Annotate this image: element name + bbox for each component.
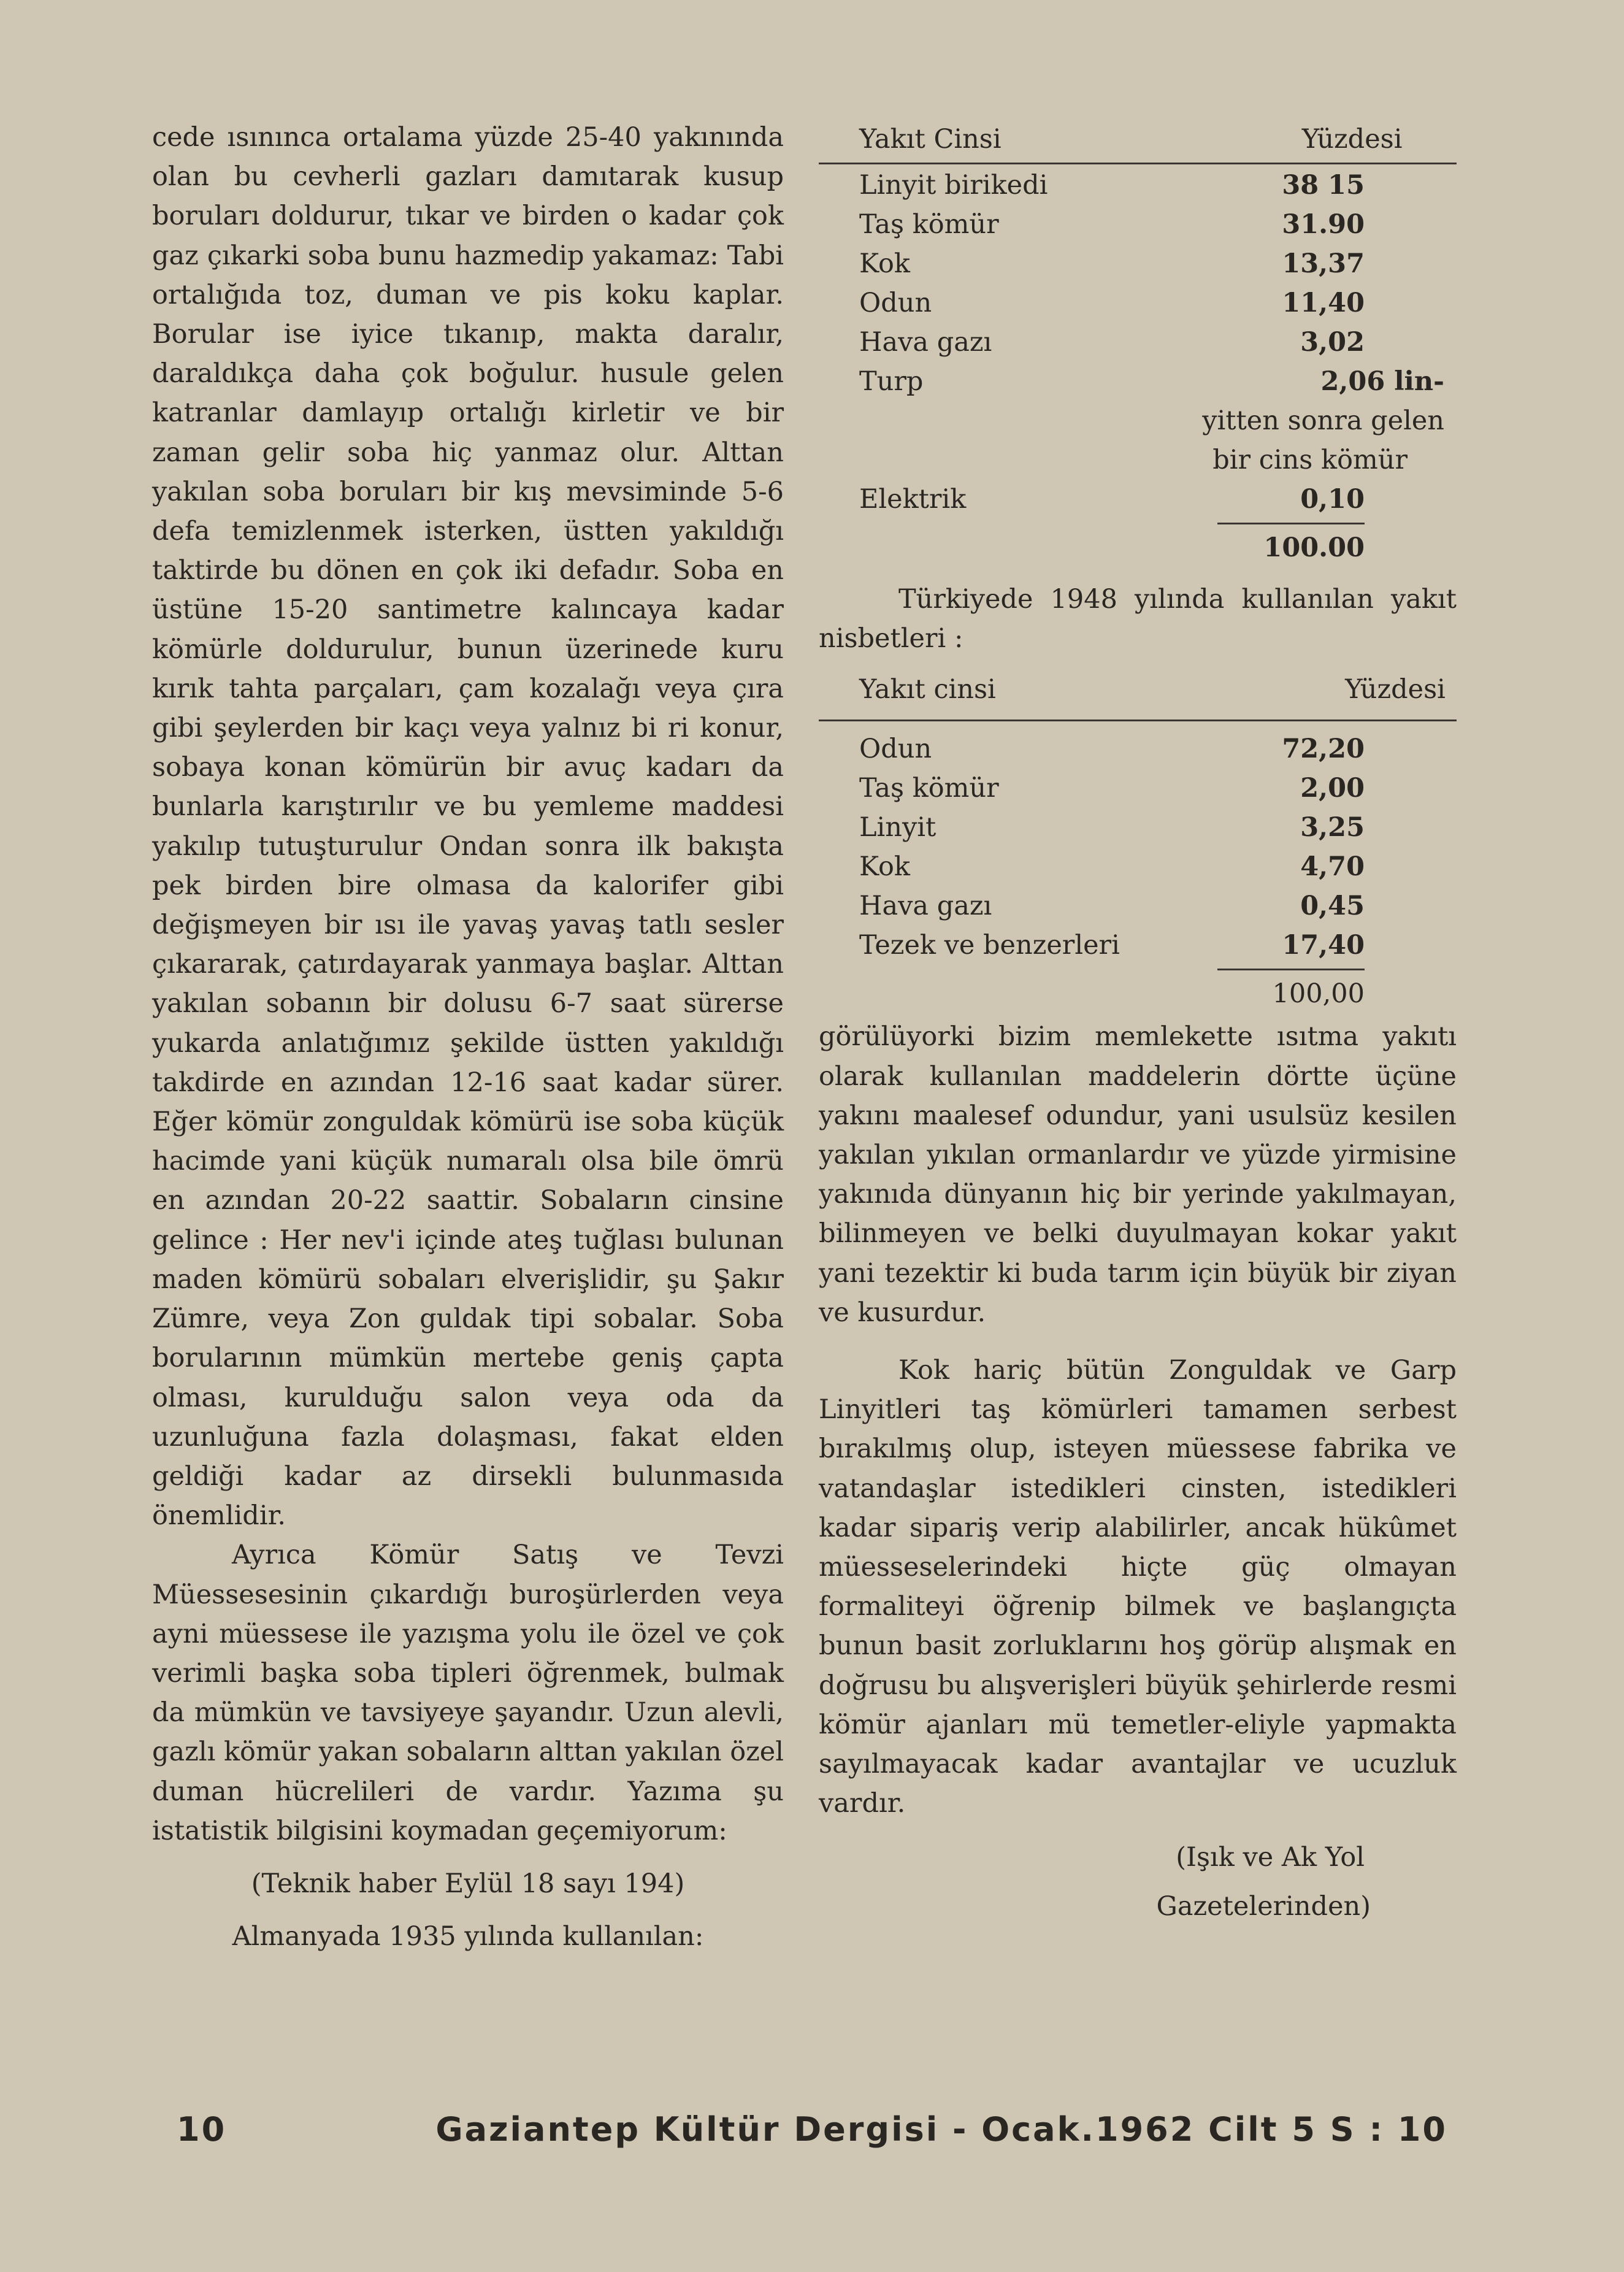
table-row: [819, 244, 1457, 283]
citation-line: (Teknik haber Eylül 18 sayı 194): [251, 1868, 685, 1899]
table-header-fuel-type: Yakıt cinsi: [859, 674, 996, 705]
table-row: [819, 166, 1457, 205]
turkey-intro: Türkiyede 1948 yılında kullanılan yakıt nisbetleri :: [819, 584, 1457, 654]
fuel-name: Odun: [859, 288, 932, 318]
fuel-name: Kok: [859, 851, 910, 883]
table-header-row: [819, 668, 1457, 711]
fuel-note: yitten sonra gelen: [1202, 405, 1444, 436]
germany-fuel-table: [819, 118, 1457, 519]
table-header-percentage: Yüzdesi: [1345, 674, 1446, 705]
fuel-name: Taş kömür: [859, 773, 999, 804]
fuel-name: Tezek ve benzerleri: [859, 930, 1120, 961]
table-header-percentage: Yüzdesi: [1301, 124, 1403, 155]
table-row: [819, 808, 1457, 847]
fuel-percent: 17,40: [1282, 930, 1365, 961]
table-row: [819, 283, 1457, 323]
table-row: [819, 886, 1457, 926]
fuel-percent: 3,02: [1300, 327, 1365, 358]
turkey-fuel-table: [819, 668, 1457, 965]
right-paragraph-2: Kok hariç bütün Zonguldak ve Garp Linyitleri taş kömürleri tamamen serbest bırakılmış olup, isteyen müessese fabrika ve vatandaşlar istedikleri cinsten, istedikleri kadar sipariş verip alabilirler, ancak hükûmet müesseselerindeki hiçte güç olmayan formaliteyi öğrenip bilmek ve başlangıçta bunun basit zorluklarını hoş görüp alışmak en doğrusu bu alışverişleri büyük şehirlerde resmi kömür ajanları mü temetler-eliyle yapmakta sayılmayacak kadar avantajlar ve ucuzluk vardır.: [819, 1355, 1457, 1819]
fuel-percent: 11,40: [1282, 288, 1365, 318]
table-row: [819, 926, 1457, 965]
fuel-name: Linyit: [859, 812, 936, 843]
table-row: [819, 401, 1457, 440]
fuel-percent: 0,10: [1300, 484, 1365, 515]
table-row: [819, 205, 1457, 244]
table-header-rule: [819, 163, 1457, 164]
fuel-name: Hava gazı: [859, 327, 992, 358]
table-row: [819, 440, 1457, 480]
fuel-name: Turp: [859, 366, 924, 397]
fuel-percent: 72,20: [1282, 734, 1365, 765]
right-column: [819, 118, 1457, 1925]
fuel-percent: 2,06 lin-: [1320, 366, 1444, 397]
table-row: [819, 362, 1457, 401]
fuel-percent: 38 15: [1282, 170, 1365, 201]
fuel-name: Taş kömür: [859, 209, 999, 240]
table-row: [819, 769, 1457, 808]
table-row: [819, 847, 1457, 886]
table-row: [819, 323, 1457, 362]
fuel-name: Odun: [859, 734, 932, 765]
fuel-name: Linyit birikedi: [859, 170, 1048, 201]
footer-title: Gaziantep Kültür Dergisi - Ocak.1962 Cilt 5 S : 10: [435, 2110, 1447, 2149]
fuel-percent: 3,25: [1300, 812, 1365, 843]
fuel-percent: 31.90: [1282, 209, 1365, 240]
table-header-fuel-type: Yakıt Cinsi: [859, 124, 1002, 155]
table-total: 100,00: [1272, 978, 1365, 1010]
table-header-rule: [819, 720, 1457, 721]
germany-intro: Almanyada 1935 yılında kullanılan:: [232, 1921, 704, 1952]
fuel-percent: 13,37: [1282, 248, 1365, 279]
source-line-1: (Işık ve Ak Yol: [1176, 1842, 1365, 1873]
page-number: 10: [177, 2110, 227, 2149]
table-total: 100.00: [1263, 532, 1365, 563]
fuel-note: bir cins kömür: [1212, 445, 1408, 475]
table-row: [819, 480, 1457, 519]
total-rule: [1217, 969, 1365, 970]
table-row: [819, 729, 1457, 769]
total-rule: [1217, 523, 1365, 524]
source-line-2: Gazetelerinden): [1156, 1891, 1371, 1922]
table-header-row: [819, 118, 1457, 161]
left-paragraph-2: Ayrıca Kömür Satış ve Tevzi Müessesesinin çıkardığı buroşürlerden veya ayni müessese ile yazışma yolu ile özel ve çok verimli başka soba tipleri öğrenmek, bulmak da mümkün ve tavsiyeye şayandır. Uzun alevli, gazlı kömür yakan sobaların alttan yakılan özel duman hücrelileri de vardır. Yazıma şu istatistik bilgisini koymadan geçemiyorum:: [152, 1540, 784, 1846]
right-paragraph-1: görülüyorki bizim memlekette ısıtma yakıtı olarak kullanılan maddelerin dörtte üçüne yakını maalesef odundur, yani usulsüz kesilen yakılan yıkılan ormanlardır ve yüzde yirmisine yakınıda dünyanın hiç bir yerinde yakılmayan, bilinmeyen ve belki duyulmayan kokar yakıt yani tezektir ki buda tarım için büyük bir ziyan ve kusurdur.: [819, 1021, 1457, 1328]
fuel-name: Elektrik: [859, 484, 967, 515]
fuel-percent: 4,70: [1300, 851, 1365, 883]
page-footer: [177, 2110, 1447, 2149]
fuel-percent: 2,00: [1300, 773, 1365, 804]
fuel-name: [819, 440, 1087, 480]
fuel-name: Hava gazı: [859, 891, 992, 922]
left-paragraph-1: cede ısınınca ortalama yüzde 25-40 yakınında olan bu cevherli gazları damıtarak kusup boruları doldurur, tıkar ve birden o kadar çok gaz çıkarki soba bunu hazmedip yakamaz: Tabi ortalığıda toz, duman ve pis koku kaplar. Borular ise iyice tıkanıp, makta daralır, daraldıkça daha çok boğulur. husule gelen katranlar damlayıp ortalığı kirletir ve bir zaman gelir soba hiç yanmaz olur. Alttan yakılan soba boruları bir kış mevsiminde 5-6 defa temizlenmek isterken, üstten yakıldığı taktirde bu dönen en çok iki defadır. Soba en üstüne 15-20 santimetre kalıncaya kadar kömürle doldurulur, bunun üzerinede kuru kırık tahta parçaları, çam kozalağı veya çıra gibi şeylerden bir kaçı veya yalnız bi ri konur, sobaya konan kömürün bir avuç kadarı da bunlarla karıştırılır ve bu yemleme maddesi yakılıp tutuşturulur Ondan sonra ilk bakışta pek birden bire olmasa da kalorifer gibi değişmeyen bir ısı ile yavaş yavaş tatlı sesler çıkararak, çatırdayarak yanmaya başlar. Alttan yakılan sobanın bir dolusu 6-7 saat sürerse yukarda anlatığımız şekilde üstten yakıldığı takdirde en azından 12-16 saat kadar sürer. Eğer kömür zonguldak kömürü ise soba küçük hacimde yani küçük numaralı olsa bile ömrü en azından 20-22 saattir. Sobaların cinsine gelince : Her nev'i içinde ateş tuğlası bulunan maden kömürü sobaları elverişlidir, şu Şakır Zümre, veya Zon guldak tipi sobalar. Soba borularının mümkün mertebe geniş çapta olması, kurulduğu salon veya oda da uzunluğuna fazla dolaşması, fakat elden geldiği kadar az dirsekli bulunmasıda önemlidir.: [152, 122, 784, 1532]
fuel-name: Kok: [859, 248, 910, 279]
left-column: [152, 118, 784, 1956]
fuel-percent: 0,45: [1300, 891, 1365, 922]
fuel-name: [819, 401, 1087, 440]
